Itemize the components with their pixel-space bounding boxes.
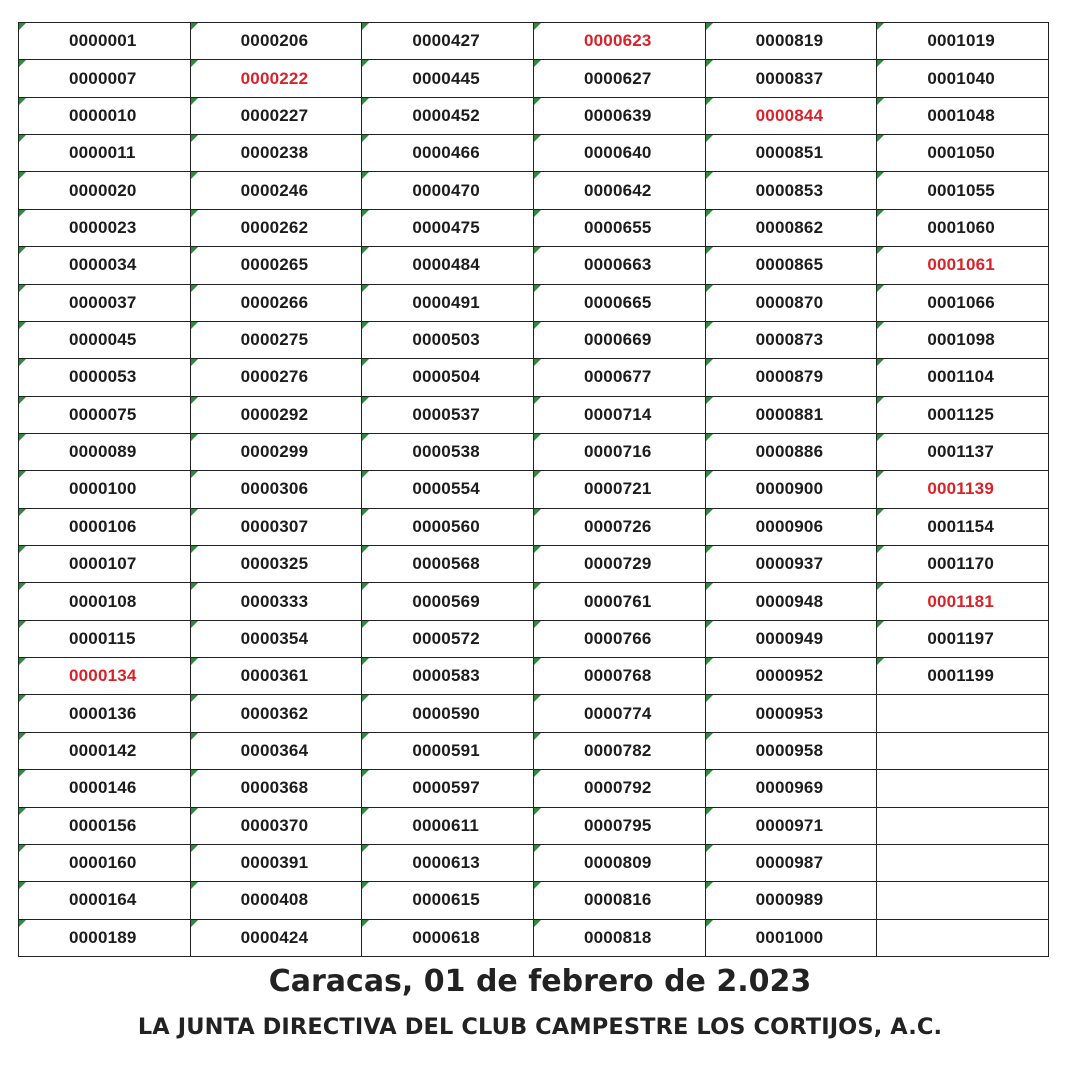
number-cell: 0001098 [877, 322, 1049, 359]
number-cell: 0000136 [19, 695, 191, 732]
number-cell: 0000299 [191, 434, 363, 471]
number-cell: 0000001 [19, 23, 191, 60]
empty-cell [877, 695, 1049, 732]
number-cell: 0000597 [362, 770, 534, 807]
number-cell: 0000655 [534, 210, 706, 247]
number-cell: 0000023 [19, 210, 191, 247]
empty-cell [877, 920, 1049, 957]
number-cell: 0001000 [706, 920, 878, 957]
number-cell: 0000503 [362, 322, 534, 359]
number-cell: 0000106 [19, 509, 191, 546]
number-cell: 0001199 [877, 658, 1049, 695]
number-cell: 0001055 [877, 172, 1049, 209]
number-cell: 0000466 [362, 135, 534, 172]
number-cell: 0000538 [362, 434, 534, 471]
number-cell: 0000627 [534, 60, 706, 97]
number-cell: 0001197 [877, 621, 1049, 658]
number-cell: 0000949 [706, 621, 878, 658]
number-cell: 0001050 [877, 135, 1049, 172]
number-cell: 0000034 [19, 247, 191, 284]
number-cell: 0000726 [534, 509, 706, 546]
number-cell: 0000354 [191, 621, 363, 658]
number-cell: 0000792 [534, 770, 706, 807]
number-cell: 0000292 [191, 397, 363, 434]
number-cell: 0000611 [362, 808, 534, 845]
organization-line: LA JUNTA DIRECTIVA DEL CLUB CAMPESTRE LOS CORTIJOS, A.C. [137, 1014, 943, 1040]
number-cell: 0001066 [877, 285, 1049, 322]
number-cell: 0000900 [706, 471, 878, 508]
number-cell: 0000971 [706, 808, 878, 845]
date-line: Caracas, 01 de febrero de 2.023 [268, 964, 812, 999]
number-cell: 0000408 [191, 882, 363, 919]
number-cell: 0000640 [534, 135, 706, 172]
number-cell: 0000504 [362, 359, 534, 396]
number-cell: 0000246 [191, 172, 363, 209]
number-cell: 0000761 [534, 583, 706, 620]
number-cell: 0000615 [362, 882, 534, 919]
number-cell: 0000554 [362, 471, 534, 508]
number-cell: 0000484 [362, 247, 534, 284]
number-cell: 0000837 [706, 60, 878, 97]
number-cell: 0000306 [191, 471, 363, 508]
number-cell: 0000391 [191, 845, 363, 882]
number-cell: 0000862 [706, 210, 878, 247]
number-cell: 0000677 [534, 359, 706, 396]
number-cell: 0000721 [534, 471, 706, 508]
number-cell: 0000853 [706, 172, 878, 209]
number-cell: 0000952 [706, 658, 878, 695]
number-cell: 0000452 [362, 98, 534, 135]
number-cell: 0000115 [19, 621, 191, 658]
number-cell: 0000010 [19, 98, 191, 135]
number-cell: 0000663 [534, 247, 706, 284]
number-cell: 0000361 [191, 658, 363, 695]
number-cell: 0000037 [19, 285, 191, 322]
number-cell: 0000809 [534, 845, 706, 882]
number-cell: 0001125 [877, 397, 1049, 434]
number-cell: 0000262 [191, 210, 363, 247]
number-cell: 0000639 [534, 98, 706, 135]
number-cell: 0000146 [19, 770, 191, 807]
number-cell: 0000333 [191, 583, 363, 620]
number-cell: 0000818 [534, 920, 706, 957]
number-cell: 0000537 [362, 397, 534, 434]
highlighted-number-cell: 0000844 [706, 98, 878, 135]
number-cell: 0000969 [706, 770, 878, 807]
number-cell: 0000873 [706, 322, 878, 359]
number-cell: 0000768 [534, 658, 706, 695]
number-table [18, 22, 1049, 957]
number-cell: 0000958 [706, 733, 878, 770]
number-cell: 0000642 [534, 172, 706, 209]
number-cell: 0000370 [191, 808, 363, 845]
number-cell: 0001137 [877, 434, 1049, 471]
number-cell: 0001154 [877, 509, 1049, 546]
number-cell: 0000879 [706, 359, 878, 396]
number-cell: 0000160 [19, 845, 191, 882]
number-cell: 0000142 [19, 733, 191, 770]
number-cell: 0000227 [191, 98, 363, 135]
number-cell: 0000865 [706, 247, 878, 284]
number-cell: 0000716 [534, 434, 706, 471]
number-cell: 0000953 [706, 695, 878, 732]
number-cell: 0000276 [191, 359, 363, 396]
number-cell: 0000782 [534, 733, 706, 770]
highlighted-number-cell: 0000222 [191, 60, 363, 97]
number-cell: 0000475 [362, 210, 534, 247]
number-cell: 0000665 [534, 285, 706, 322]
number-cell: 0000427 [362, 23, 534, 60]
highlighted-number-cell: 0001139 [877, 471, 1049, 508]
number-cell: 0000618 [362, 920, 534, 957]
number-cell: 0000206 [191, 23, 363, 60]
number-cell: 0000362 [191, 695, 363, 732]
number-cell: 0001040 [877, 60, 1049, 97]
empty-cell [877, 770, 1049, 807]
number-cell: 0000164 [19, 882, 191, 919]
number-cell: 0000275 [191, 322, 363, 359]
number-cell: 0000238 [191, 135, 363, 172]
number-cell: 0000987 [706, 845, 878, 882]
number-cell: 0000569 [362, 583, 534, 620]
number-cell: 0000089 [19, 434, 191, 471]
number-cell: 0000368 [191, 770, 363, 807]
number-cell: 0000265 [191, 247, 363, 284]
highlighted-number-cell: 0001061 [877, 247, 1049, 284]
number-cell: 0000729 [534, 546, 706, 583]
number-cell: 0000045 [19, 322, 191, 359]
highlighted-number-cell: 0001181 [877, 583, 1049, 620]
number-cell: 0000591 [362, 733, 534, 770]
empty-cell [877, 808, 1049, 845]
number-cell: 0000325 [191, 546, 363, 583]
number-cell: 0001048 [877, 98, 1049, 135]
number-cell: 0000364 [191, 733, 363, 770]
empty-cell [877, 845, 1049, 882]
number-cell: 0000445 [362, 60, 534, 97]
number-cell: 0000583 [362, 658, 534, 695]
number-cell: 0000100 [19, 471, 191, 508]
number-cell: 0000266 [191, 285, 363, 322]
number-cell: 0000906 [706, 509, 878, 546]
number-cell: 0000560 [362, 509, 534, 546]
number-cell: 0000568 [362, 546, 534, 583]
empty-cell [877, 882, 1049, 919]
number-cell: 0000075 [19, 397, 191, 434]
number-cell: 0000948 [706, 583, 878, 620]
number-cell: 0000307 [191, 509, 363, 546]
number-cell: 0000881 [706, 397, 878, 434]
number-cell: 0000007 [19, 60, 191, 97]
number-cell: 0001170 [877, 546, 1049, 583]
number-cell: 0000937 [706, 546, 878, 583]
number-cell: 0001060 [877, 210, 1049, 247]
number-cell: 0000613 [362, 845, 534, 882]
number-cell: 0000020 [19, 172, 191, 209]
number-cell: 0000816 [534, 882, 706, 919]
number-cell: 0001019 [877, 23, 1049, 60]
number-cell: 0000156 [19, 808, 191, 845]
number-cell: 0000590 [362, 695, 534, 732]
number-cell: 0000870 [706, 285, 878, 322]
number-cell: 0000886 [706, 434, 878, 471]
number-cell: 0000491 [362, 285, 534, 322]
number-cell: 0000572 [362, 621, 534, 658]
empty-cell [877, 733, 1049, 770]
number-cell: 0000851 [706, 135, 878, 172]
number-cell: 0000795 [534, 808, 706, 845]
number-cell: 0000107 [19, 546, 191, 583]
number-cell: 0000774 [534, 695, 706, 732]
number-cell: 0000989 [706, 882, 878, 919]
number-cell: 0001104 [877, 359, 1049, 396]
number-cell: 0000189 [19, 920, 191, 957]
number-cell: 0000766 [534, 621, 706, 658]
number-cell: 0000053 [19, 359, 191, 396]
number-cell: 0000669 [534, 322, 706, 359]
number-cell: 0000108 [19, 583, 191, 620]
highlighted-number-cell: 0000134 [19, 658, 191, 695]
highlighted-number-cell: 0000623 [534, 23, 706, 60]
number-cell: 0000470 [362, 172, 534, 209]
number-cell: 0000424 [191, 920, 363, 957]
number-cell: 0000011 [19, 135, 191, 172]
number-cell: 0000714 [534, 397, 706, 434]
number-cell: 0000819 [706, 23, 878, 60]
